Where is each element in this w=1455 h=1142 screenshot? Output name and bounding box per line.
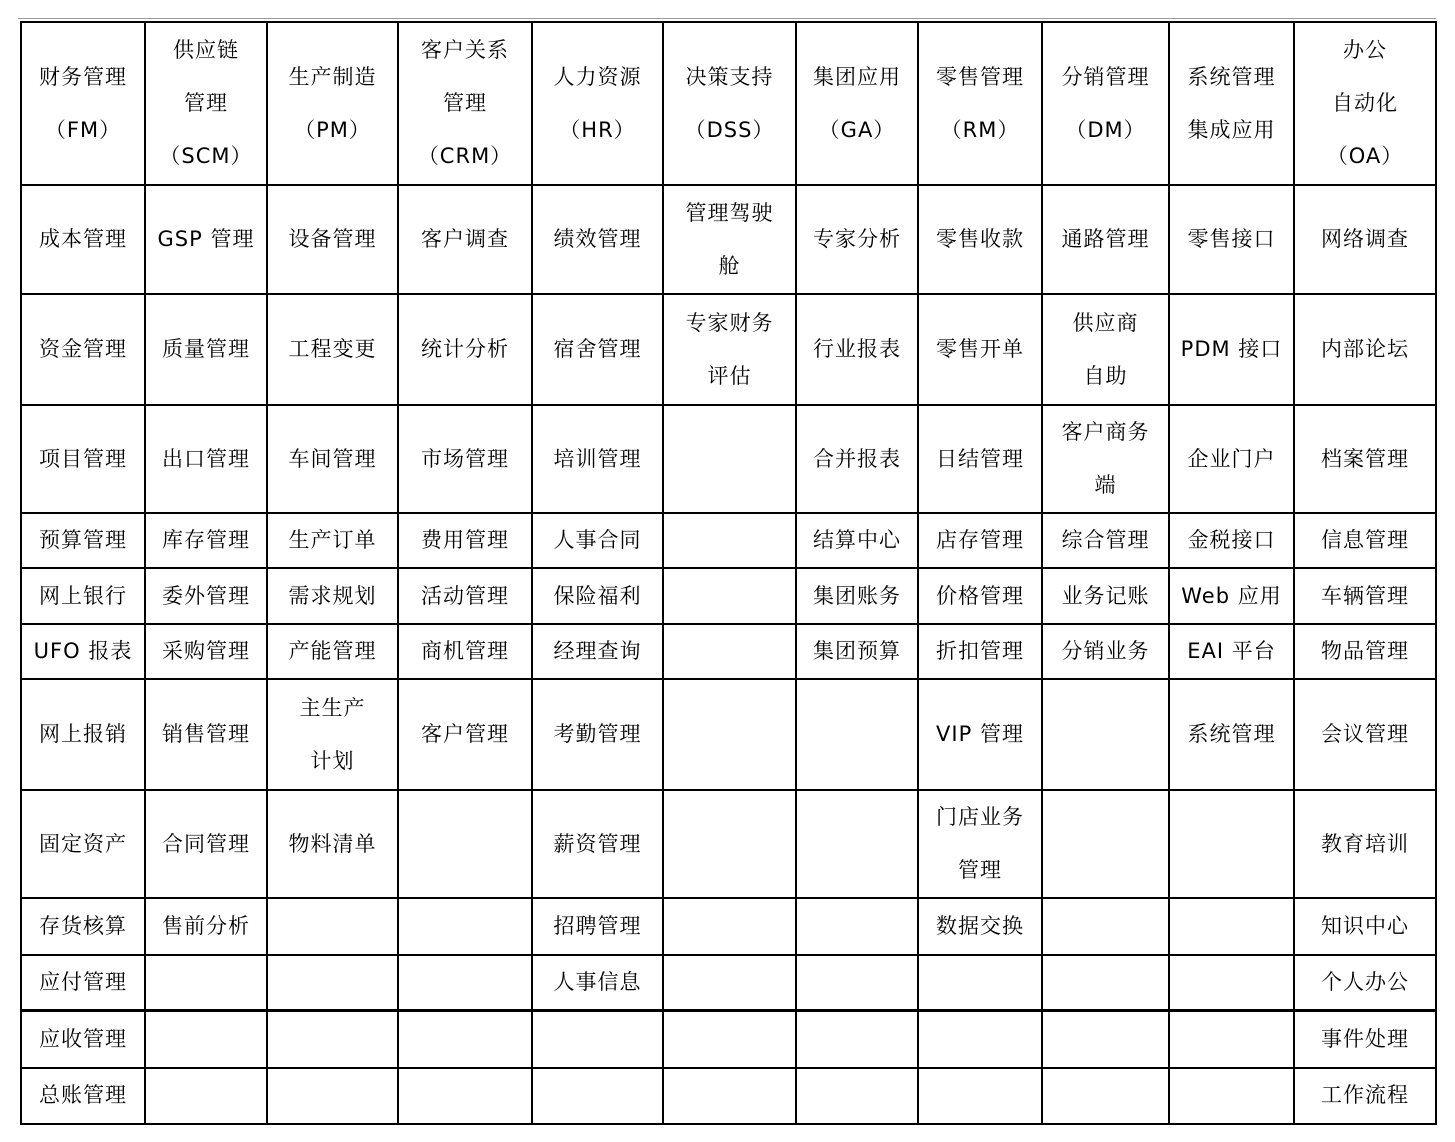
top-rule [18,18,1436,19]
table-cell: 价格管理 [918,568,1042,624]
table-cell: 综合管理 [1042,513,1169,568]
table-cell: 应收管理 [21,1011,145,1068]
table-cell: 质量管理 [145,294,267,405]
table-cell [918,1011,1042,1068]
table-cell [267,1011,398,1068]
table-cell: 库存管理 [145,513,267,568]
table-cell: 费用管理 [398,513,532,568]
table-cell: 保险福利 [532,568,663,624]
table-cell [398,1068,532,1124]
table-row [21,185,1436,294]
table-row [21,1011,1436,1068]
table-cell: 折扣管理 [918,624,1042,679]
table-cell: 培训管理 [532,405,663,513]
table-cell: 成本管理 [21,185,145,294]
table-cell: PDM 接口 [1169,294,1294,405]
table-cell: 项目管理 [21,405,145,513]
module-table [20,21,1437,1125]
table-cell: 市场管理 [398,405,532,513]
table-row [21,679,1436,790]
table-cell: 结算中心 [796,513,918,568]
table-row [21,405,1436,513]
table-cell: 应付管理 [21,955,145,1011]
table-cell: 人事合同 [532,513,663,568]
table-cell [796,1011,918,1068]
table-cell [663,1011,796,1068]
table-cell [796,679,918,790]
table-cell: 知识中心 [1294,898,1436,955]
table-cell: 分销业务 [1042,624,1169,679]
table-cell [145,1011,267,1068]
table-cell: 门店业务 管理 [918,790,1042,898]
header-row [21,22,1436,185]
table-cell: 行业报表 [796,294,918,405]
table-row [21,624,1436,679]
table-cell: 绩效管理 [532,185,663,294]
table-cell: 活动管理 [398,568,532,624]
table-cell: 经理查询 [532,624,663,679]
table-row [21,294,1436,405]
table-cell: 招聘管理 [532,898,663,955]
table-cell [398,955,532,1011]
table-cell: 薪资管理 [532,790,663,898]
column-header: 分销管理 （DM） [1042,22,1169,185]
column-header: 集团应用 （GA） [796,22,918,185]
table-cell: 网上报销 [21,679,145,790]
table-cell: 销售管理 [145,679,267,790]
column-header: 决策支持 （DSS） [663,22,796,185]
table-cell: 集团预算 [796,624,918,679]
table-cell: 内部论坛 [1294,294,1436,405]
table-cell: 客户管理 [398,679,532,790]
table-cell: 资金管理 [21,294,145,405]
column-header: 供应链 管理 （SCM） [145,22,267,185]
table-row [21,898,1436,955]
table-cell [796,898,918,955]
table-cell [796,955,918,1011]
table-cell [532,1068,663,1124]
table-cell [663,955,796,1011]
table-cell [1042,1011,1169,1068]
table-cell: 人事信息 [532,955,663,1011]
table-cell [1042,955,1169,1011]
table-cell: 零售开单 [918,294,1042,405]
table-cell: 客户商务 端 [1042,405,1169,513]
table-cell: 工作流程 [1294,1068,1436,1124]
table-cell [1042,898,1169,955]
table-cell: 零售接口 [1169,185,1294,294]
table-cell [663,568,796,624]
table-cell: 通路管理 [1042,185,1169,294]
table-cell: 专家分析 [796,185,918,294]
table-cell: 产能管理 [267,624,398,679]
table-cell [398,898,532,955]
table-row [21,513,1436,568]
table-cell [1042,790,1169,898]
table-cell [663,624,796,679]
table-cell: 合并报表 [796,405,918,513]
table-cell: 设备管理 [267,185,398,294]
table-cell: 合同管理 [145,790,267,898]
table-cell [267,955,398,1011]
table-cell [663,898,796,955]
table-cell: 网络调查 [1294,185,1436,294]
table-cell [1169,1011,1294,1068]
table-cell: 总账管理 [21,1068,145,1124]
table-row [21,955,1436,1011]
table-cell: 考勤管理 [532,679,663,790]
table-cell: VIP 管理 [918,679,1042,790]
table-cell: 物品管理 [1294,624,1436,679]
table-cell: 数据交换 [918,898,1042,955]
table-row [21,568,1436,624]
table-cell [1042,679,1169,790]
table-cell: 车辆管理 [1294,568,1436,624]
table-cell: 生产订单 [267,513,398,568]
table-cell: 车间管理 [267,405,398,513]
table-cell [918,955,1042,1011]
table-cell: 个人办公 [1294,955,1436,1011]
table-cell: 存货核算 [21,898,145,955]
table-cell [663,1068,796,1124]
table-cell [663,513,796,568]
table-cell: 会议管理 [1294,679,1436,790]
table-cell [796,1068,918,1124]
table-cell: 事件处理 [1294,1011,1436,1068]
table-cell [145,955,267,1011]
table-cell: 教育培训 [1294,790,1436,898]
table-cell [918,1068,1042,1124]
table-cell: 商机管理 [398,624,532,679]
table-cell: 金税接口 [1169,513,1294,568]
table-cell [145,1068,267,1124]
table-cell: 采购管理 [145,624,267,679]
column-header: 生产制造 （PM） [267,22,398,185]
column-header: 零售管理 （RM） [918,22,1042,185]
table-cell: 需求规划 [267,568,398,624]
table-cell [663,679,796,790]
column-header: 人力资源 （HR） [532,22,663,185]
table-cell: 物料清单 [267,790,398,898]
table-cell: 业务记账 [1042,568,1169,624]
table-cell [796,790,918,898]
table-cell: 集团账务 [796,568,918,624]
table-cell: 系统管理 [1169,679,1294,790]
table-cell: 客户调查 [398,185,532,294]
table-cell: EAI 平台 [1169,624,1294,679]
table-cell: 售前分析 [145,898,267,955]
table-cell: 工程变更 [267,294,398,405]
table-cell: 零售收款 [918,185,1042,294]
column-header: 办公 自动化 （OA） [1294,22,1436,185]
table-cell: 企业门户 [1169,405,1294,513]
table-cell: 专家财务 评估 [663,294,796,405]
table-cell [663,405,796,513]
table-cell: 店存管理 [918,513,1042,568]
table-cell: 委外管理 [145,568,267,624]
table-cell: 供应商 自助 [1042,294,1169,405]
table-cell [1042,1068,1169,1124]
table-row [21,1068,1436,1124]
table-cell [267,898,398,955]
table-cell [532,1011,663,1068]
table-cell: UFO 报表 [21,624,145,679]
table-cell: 日结管理 [918,405,1042,513]
column-header: 财务管理 （FM） [21,22,145,185]
table-cell: 信息管理 [1294,513,1436,568]
table-cell: 档案管理 [1294,405,1436,513]
table-cell: GSP 管理 [145,185,267,294]
table-cell [1169,790,1294,898]
table-cell: 管理驾驶 舱 [663,185,796,294]
table-cell [398,790,532,898]
column-header: 客户关系 管理 （CRM） [398,22,532,185]
column-header: 系统管理 集成应用 [1169,22,1294,185]
table-row [21,790,1436,898]
table-cell [1169,955,1294,1011]
table-cell [1169,1068,1294,1124]
table-cell: 主生产 计划 [267,679,398,790]
table-cell [267,1068,398,1124]
table-cell: 预算管理 [21,513,145,568]
table-cell: 固定资产 [21,790,145,898]
table-cell: 统计分析 [398,294,532,405]
module-table-body [21,22,1436,1124]
table-cell [398,1011,532,1068]
table-cell: 出口管理 [145,405,267,513]
table-cell [1169,898,1294,955]
table-cell [663,790,796,898]
table-cell: Web 应用 [1169,568,1294,624]
table-cell: 宿舍管理 [532,294,663,405]
table-cell: 网上银行 [21,568,145,624]
